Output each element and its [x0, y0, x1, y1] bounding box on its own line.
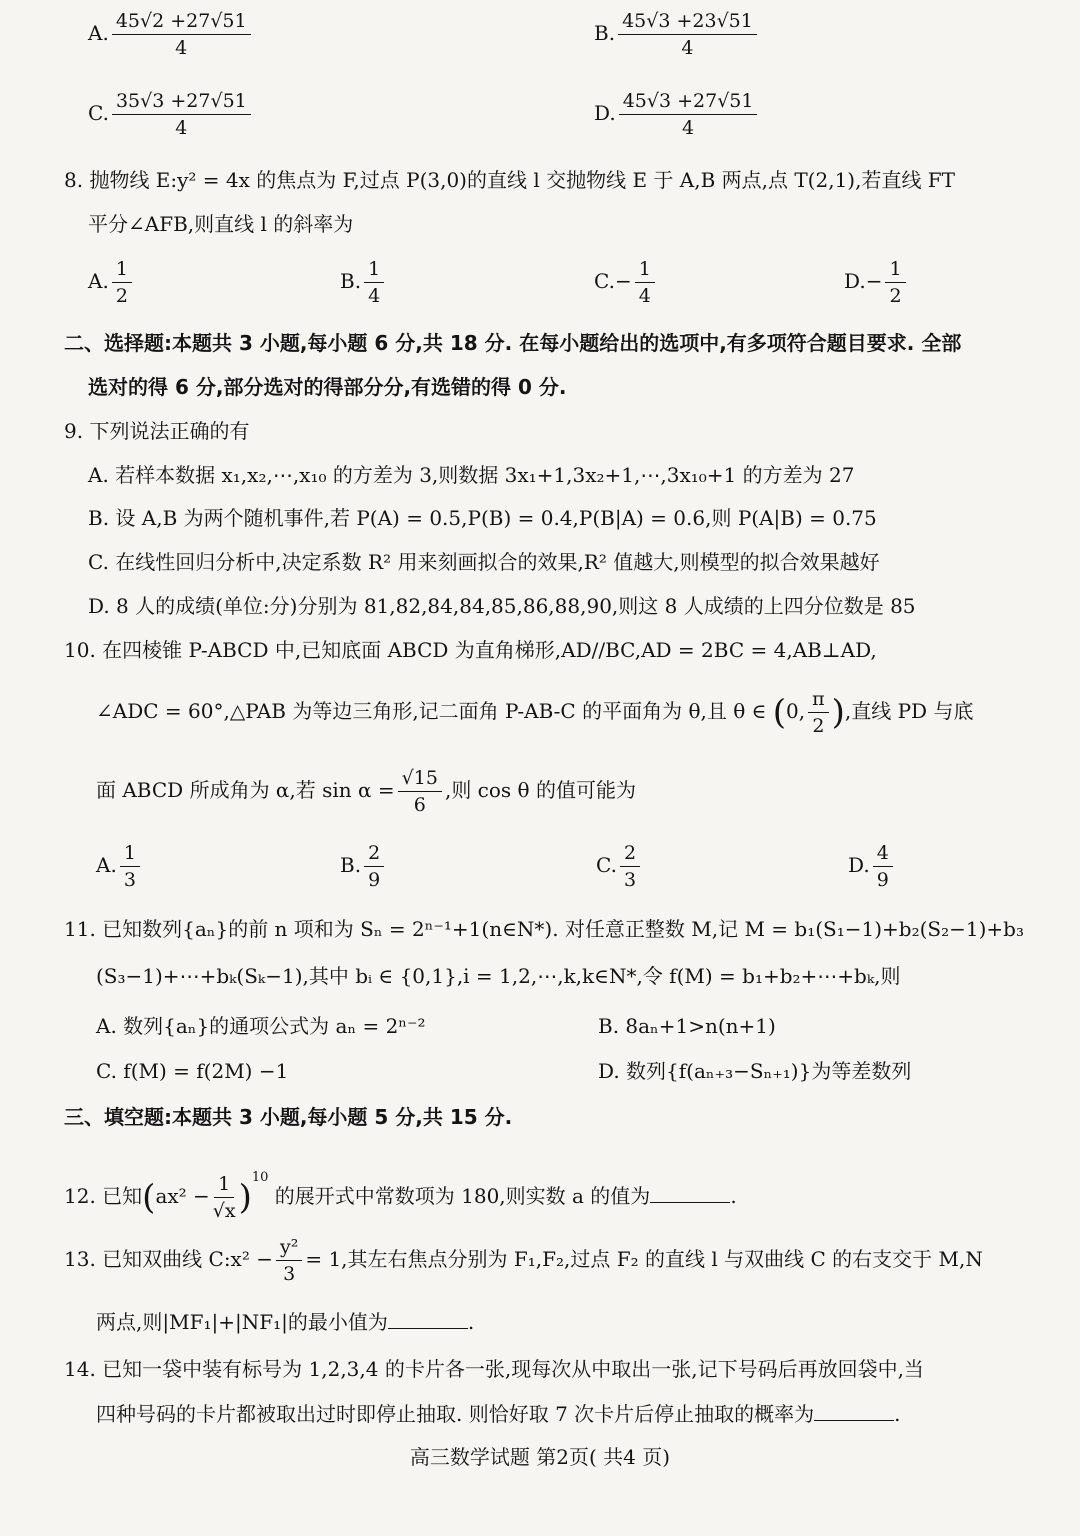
interval-left: 0, [786, 699, 806, 723]
fraction [112, 10, 251, 59]
denominator: 2 [889, 285, 902, 307]
q10-line-1: 10. 在四棱锥 P-ABCD 中,已知底面 ABCD 为直角梯形,AD//BC,AD = 2BC = 4,AB⊥AD, [64, 638, 877, 662]
denominator: 4 [368, 285, 381, 307]
numerator: 2 [364, 842, 384, 867]
denominator: 2 [115, 285, 128, 307]
fraction [620, 842, 640, 891]
fraction [112, 258, 132, 307]
q9-option-d: D. 8 人的成绩(单位:分)分别为 81,82,84,84,85,86,88,90,则这 8 人成绩的上四分位数是 85 [88, 594, 916, 618]
answer-blank[interactable] [650, 1184, 730, 1203]
q10-option-d [848, 842, 896, 891]
denominator: 4 [175, 117, 188, 139]
section-2-heading: 二、选择题:本题共 3 小题,每小题 6 分,共 18 分. 在每小题给出的选项中,有多项符合题目要求. 全部 [64, 331, 962, 355]
fraction [873, 842, 893, 891]
option-letter: B. [340, 269, 362, 293]
period: . [730, 1184, 737, 1208]
q9-option-c: C. 在线性回归分析中,决定系数 R² 用来刻画拟合的效果,R² 值越大,则模型的拟合效果越好 [88, 550, 880, 574]
q7-option-c [88, 90, 254, 139]
fraction [364, 842, 384, 891]
q10-line-3-tail: ,则 cos θ 的值可能为 [444, 778, 636, 802]
denominator: 9 [876, 869, 889, 891]
numerator: 45√3 +27√51 [619, 90, 758, 115]
q8-option-d [844, 258, 909, 307]
q11-option-b: B. 8aₙ+1>n(n+1) [598, 1014, 776, 1038]
q12-label: 12. 已知 [64, 1184, 143, 1208]
numerator: 1 [364, 258, 384, 283]
option-letter: C. [596, 853, 617, 877]
q7-option-b [594, 10, 760, 59]
numerator: 1 [112, 258, 132, 283]
q12-expr-left: ax² − [155, 1184, 210, 1208]
q10-option-a [96, 842, 143, 891]
q8-option-b [340, 258, 387, 307]
q10-line-2-tail: ,直线 PD 与底 [844, 699, 974, 723]
period: . [467, 1310, 475, 1334]
numerator: 2 [620, 842, 640, 867]
numerator: 1 [120, 842, 140, 867]
option-letter: C. [594, 269, 615, 293]
fraction [213, 1173, 236, 1222]
q11-option-c: C. f(M) = f(2M) −1 [96, 1059, 289, 1083]
denominator: 2 [812, 715, 825, 737]
q8-line-2: 平分∠AFB,则直线 l 的斜率为 [88, 212, 354, 236]
exponent: 10 [251, 1170, 269, 1185]
q14-line-1: 14. 已知一袋中装有标号为 1,2,3,4 的卡片各一张,现每次从中取出一张,记下号码后再放回袋中,当 [64, 1357, 924, 1381]
q8-option-a [88, 258, 135, 307]
denominator: √x [212, 1200, 236, 1222]
fraction [618, 10, 757, 59]
q8-line-1: 8. 抛物线 E:y² = 4x 的焦点为 F,过点 P(3,0)的直线 l 交抛物线 E 于 A,B 两点,点 T(2,1),若直线 FT [64, 168, 956, 192]
option-letter: D. [848, 853, 870, 877]
left-paren: ( [772, 692, 787, 733]
numerator: 1 [635, 258, 655, 283]
q13-line-2-text: 两点,则|MF₁|+|NF₁|的最小值为 [96, 1310, 388, 1334]
option-letter: D. [844, 269, 866, 293]
q14-line-2-text: 四种号码的卡片都被取出过时即停止抽取. 则恰好取 7 次卡片后停止抽取的概率为 [96, 1402, 815, 1426]
option-letter: B. [340, 853, 362, 877]
right-paren: ) [831, 692, 845, 733]
numerator: 1 [214, 1173, 234, 1198]
fraction [885, 258, 905, 307]
fraction [120, 842, 140, 891]
q7-option-d [594, 90, 760, 139]
section-3-heading: 三、填空题:本题共 3 小题,每小题 5 分,共 15 分. [64, 1105, 513, 1129]
numerator: 45√2 +27√51 [112, 10, 251, 35]
option-letter: C. [88, 101, 109, 125]
q13-label: 13. 已知双曲线 C:x² − [64, 1247, 273, 1271]
denominator: 9 [368, 869, 381, 891]
sign: − [865, 269, 883, 293]
fraction [398, 767, 442, 816]
denominator: 4 [682, 117, 695, 139]
section-2-heading-line-2: 选对的得 6 分,部分选对的得部分分,有选错的得 0 分. [88, 375, 567, 399]
q13-text: = 1,其左右焦点分别为 F₁,F₂,过点 F₂ 的直线 l 与双曲线 C 的右支交于 M,N [305, 1247, 983, 1271]
numerator: √15 [398, 767, 442, 792]
fraction [619, 90, 758, 139]
fraction [112, 90, 251, 139]
q8-option-c [594, 258, 658, 307]
numerator: 1 [885, 258, 905, 283]
q11-line-2: (S₃−1)+⋯+bₖ(Sₖ−1),其中 bᵢ ∈ {0,1},i = 1,2,⋯,k,k∈N*,令 f(M) = b₁+b₂+⋯+bₖ,则 [96, 964, 901, 988]
answer-blank[interactable] [814, 1402, 894, 1421]
numerator: 45√3 +23√51 [618, 10, 757, 35]
right-paren: ) [238, 1177, 252, 1218]
period: . [894, 1402, 901, 1426]
option-letter: A. [88, 21, 109, 45]
option-letter: A. [96, 853, 117, 877]
numerator: 35√3 +27√51 [112, 90, 251, 115]
q10-line-2 [96, 688, 973, 737]
fraction [635, 258, 655, 307]
denominator: 3 [283, 1263, 296, 1285]
q12-text: 的展开式中常数项为 180,则实数 a 的值为 [274, 1184, 651, 1208]
fraction [808, 688, 829, 737]
q10-option-c [596, 842, 643, 891]
numerator: 4 [873, 842, 893, 867]
q7-option-a [88, 10, 254, 59]
left-paren: ( [142, 1177, 156, 1218]
option-letter: B. [594, 21, 616, 45]
option-letter: D. [594, 101, 616, 125]
fraction [276, 1236, 302, 1285]
denominator: 6 [413, 794, 426, 816]
page-footer: 高三数学试题 第2页( 共4 页) [409, 1445, 671, 1469]
numerator: y² [276, 1236, 302, 1261]
q10-line-3-text: 面 ABCD 所成角为 α,若 sin α = [96, 778, 395, 802]
fraction [364, 258, 384, 307]
denominator: 4 [681, 37, 694, 59]
q9-option-b: B. 设 A,B 为两个随机事件,若 P(A) = 0.5,P(B) = 0.4,P(B|A) = 0.6,则 P(A|B) = 0.75 [88, 506, 877, 530]
q11-option-a: A. 数列{aₙ}的通项公式为 aₙ = 2ⁿ⁻² [96, 1014, 426, 1038]
q12 [64, 1148, 737, 1226]
answer-blank[interactable] [388, 1310, 468, 1329]
q9-option-a: A. 若样本数据 x₁,x₂,⋯,x₁₀ 的方差为 3,则数据 3x₁+1,3x₂+1,⋯,3x₁₀+1 的方差为 27 [88, 463, 855, 487]
sign: − [614, 269, 632, 293]
q13-line-1 [64, 1233, 983, 1285]
denominator: 4 [175, 37, 188, 59]
q10-option-b [340, 842, 387, 891]
q10-line-3 [96, 764, 636, 816]
q11-line-1: 11. 已知数列{aₙ}的前 n 项和为 Sₙ = 2ⁿ⁻¹+1(n∈N*). 对任意正整数 M,记 M = b₁(S₁−1)+b₂(S₂−1)+b₃ [64, 917, 1024, 941]
denominator: 3 [123, 869, 136, 891]
denominator: 4 [638, 285, 651, 307]
q9-stem: 9. 下列说法正确的有 [64, 419, 250, 443]
q14-line-2 [96, 1401, 901, 1427]
option-letter: A. [88, 269, 109, 293]
numerator: π [808, 688, 829, 713]
q10-line-2-text: ∠ADC = 60°,△PAB 为等边三角形,记二面角 P-AB-C 的平面角为 θ,且 θ ∈ [96, 699, 767, 723]
q13-line-2 [96, 1309, 474, 1335]
q11-option-d: D. 数列{f(aₙ₊₃−Sₙ₊₁)}为等差数列 [598, 1059, 912, 1083]
denominator: 3 [623, 869, 637, 891]
